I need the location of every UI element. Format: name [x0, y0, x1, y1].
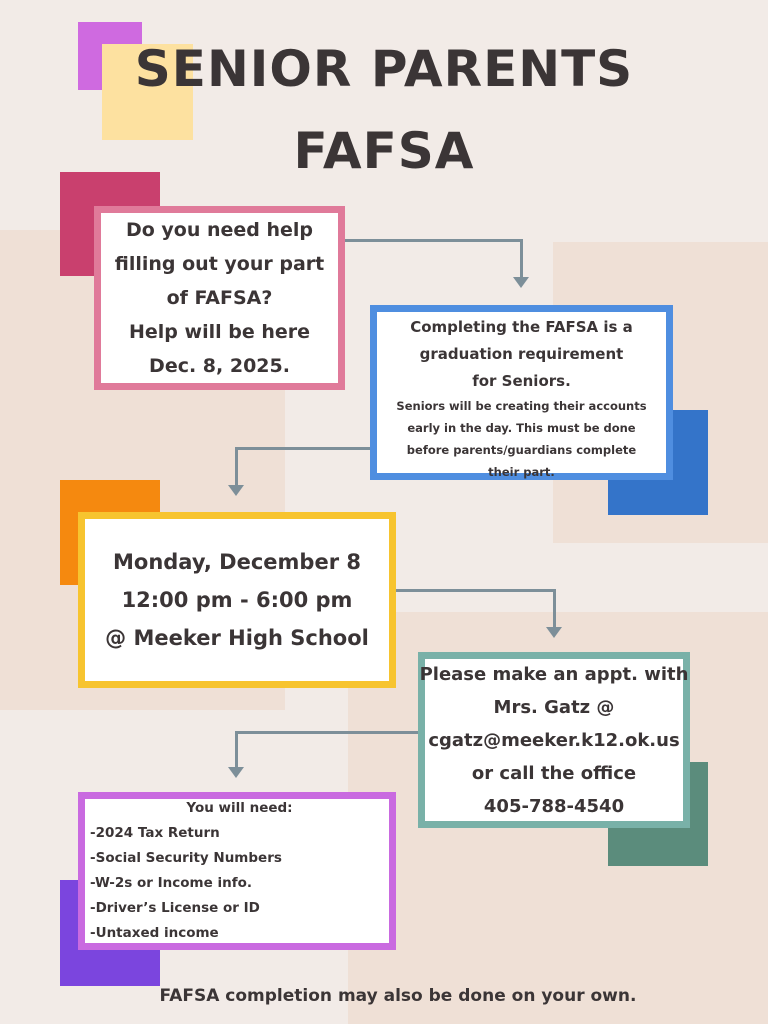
- date-box: [78, 512, 396, 688]
- arrow-4: [235, 731, 419, 734]
- arrow-3-stem: [553, 589, 556, 627]
- arrow-2-head: [228, 485, 244, 496]
- email-link[interactable]: cgatz@meeker.k12.ok.us: [428, 729, 680, 751]
- help-line: Dec. 8, 2025.: [149, 355, 290, 377]
- title-line-2: FAFSA: [293, 122, 475, 180]
- requirement-body: early in the day. This must be done: [407, 421, 636, 435]
- arrow-1-stem: [520, 239, 523, 277]
- arrow-1: [345, 239, 523, 242]
- footer-note: FAFSA completion may also be done on your own.: [159, 986, 637, 1006]
- list-item: -Untaxed income: [90, 925, 219, 941]
- help-line: Help will be here: [129, 321, 310, 343]
- arrow-2: [235, 447, 371, 450]
- arrow-3-head: [546, 627, 562, 638]
- appointment-line: or call the office: [471, 762, 637, 784]
- appointment-box: [418, 652, 690, 828]
- title-line-1: SENIOR PARENTS: [134, 40, 634, 98]
- date-line: Monday, December 8: [113, 550, 361, 574]
- time-line: 12:00 pm - 6:00 pm: [121, 588, 353, 612]
- appointment-line: Please make an appt. with: [419, 663, 689, 685]
- list-heading: You will need:: [186, 800, 293, 816]
- arrow-3: [396, 589, 556, 592]
- requirement-heading: Completing the FAFSA is a: [410, 318, 633, 336]
- requirement-heading: for Seniors.: [472, 372, 571, 390]
- help-line: Do you need help: [125, 219, 314, 241]
- list-item: -Driver’s License or ID: [90, 900, 260, 916]
- arrow-1-head: [513, 277, 529, 288]
- requirements-list-box: [78, 792, 396, 950]
- appointment-line: Mrs. Gatz @: [493, 696, 615, 718]
- list-item: -W-2s or Income info.: [90, 875, 252, 891]
- help-line: filling out your part: [114, 253, 325, 275]
- arrow-4-head: [228, 767, 244, 778]
- location-line: @ Meeker High School: [105, 626, 369, 650]
- arrow-4-stem: [235, 731, 238, 767]
- phone-number: 405-788-4540: [483, 795, 625, 817]
- list-item: -Social Security Numbers: [90, 850, 282, 866]
- requirement-body: their part.: [488, 465, 555, 479]
- requirement-body: Seniors will be creating their accounts: [396, 399, 647, 413]
- arrow-2-stem: [235, 447, 238, 485]
- requirement-heading: graduation requirement: [419, 345, 624, 363]
- requirement-box: [370, 305, 673, 480]
- help-line: of FAFSA?: [166, 287, 273, 309]
- requirement-body: before parents/guardians complete: [406, 443, 637, 457]
- help-box: [94, 206, 345, 390]
- list-item: -2024 Tax Return: [90, 825, 220, 841]
